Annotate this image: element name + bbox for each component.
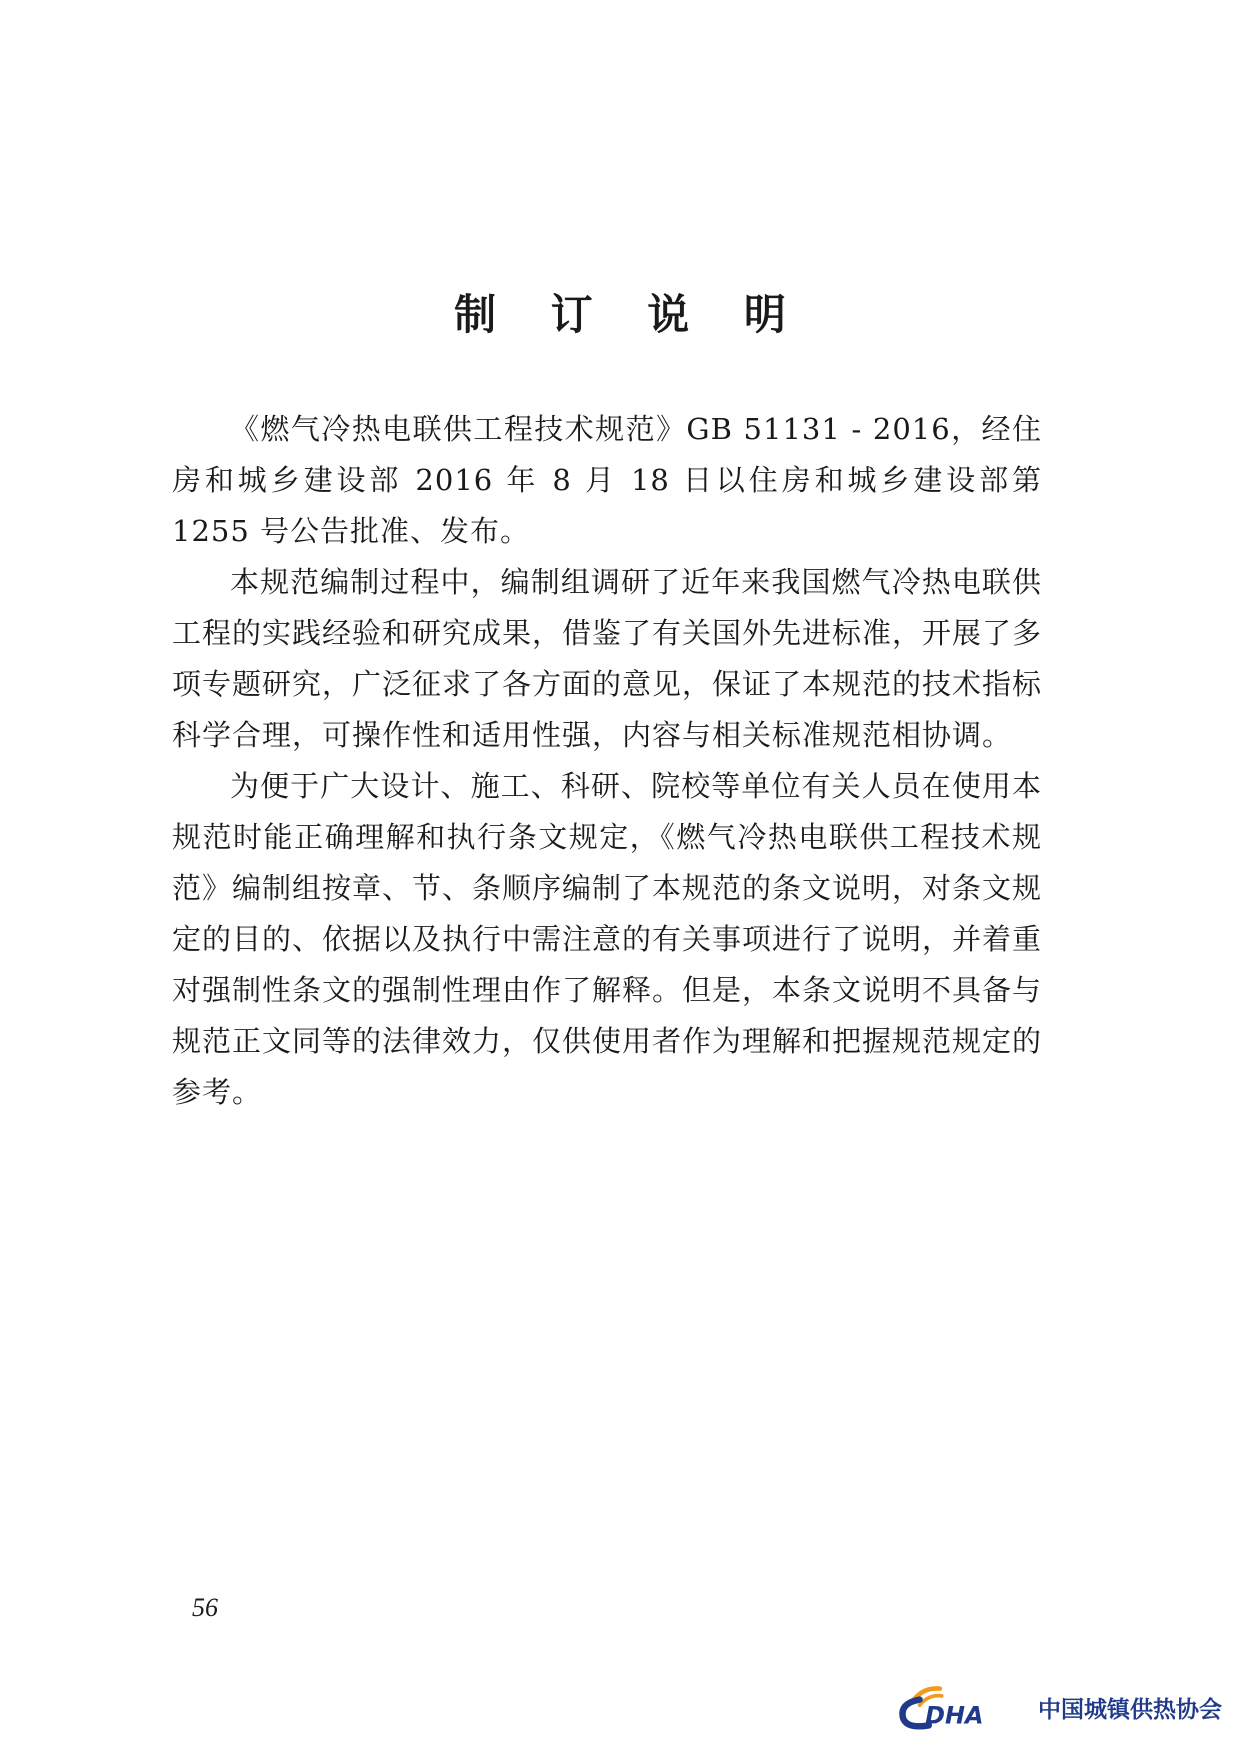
page-title: 制 订 说 明 bbox=[454, 290, 806, 339]
publisher-logo bbox=[892, 1677, 1222, 1737]
document-body bbox=[172, 404, 1042, 1118]
cdha-logo-icon bbox=[892, 1679, 1030, 1735]
paragraph: 《燃气冷热电联供工程技术规范》GB 51131 - 2016，经住房和城乡建设部 2016 年 8 月 18 日以住房和城乡建设部第 1255 号公告批准、发布。 bbox=[172, 412, 1042, 548]
logo-mark-text: DHA bbox=[925, 1701, 984, 1730]
page-number: 56 bbox=[192, 1593, 218, 1622]
paragraph: 本规范编制过程中，编制组调研了近年来我国燃气冷热电联供工程的实践经验和研究成果，借鉴了有关国外先进标准，开展了多项专题研究，广泛征求了各方面的意见，保证了本规范的技术指标科学合理，可操作性和适用性强，内容与相关标准规范相协调。 bbox=[172, 565, 1043, 752]
paragraph: 为便于广大设计、施工、科研、院校等单位有关人员在使用本规范时能正确理解和执行条文规定，《燃气冷热电联供工程技术规范》编制组按章、节、条顺序编制了本规范的条文说明，对条文规定的目的、依据以及执行中需注意的有关事项进行了说明，并着重对强制性条文的强制性理由作了解释。但是，本条文说明不具备与规范正文同等的法律效力，仅供使用者作为理解和把握规范规定的参考。 bbox=[172, 769, 1043, 1109]
logo-org-name: 中国城镇供热协会 bbox=[1038, 1696, 1222, 1723]
